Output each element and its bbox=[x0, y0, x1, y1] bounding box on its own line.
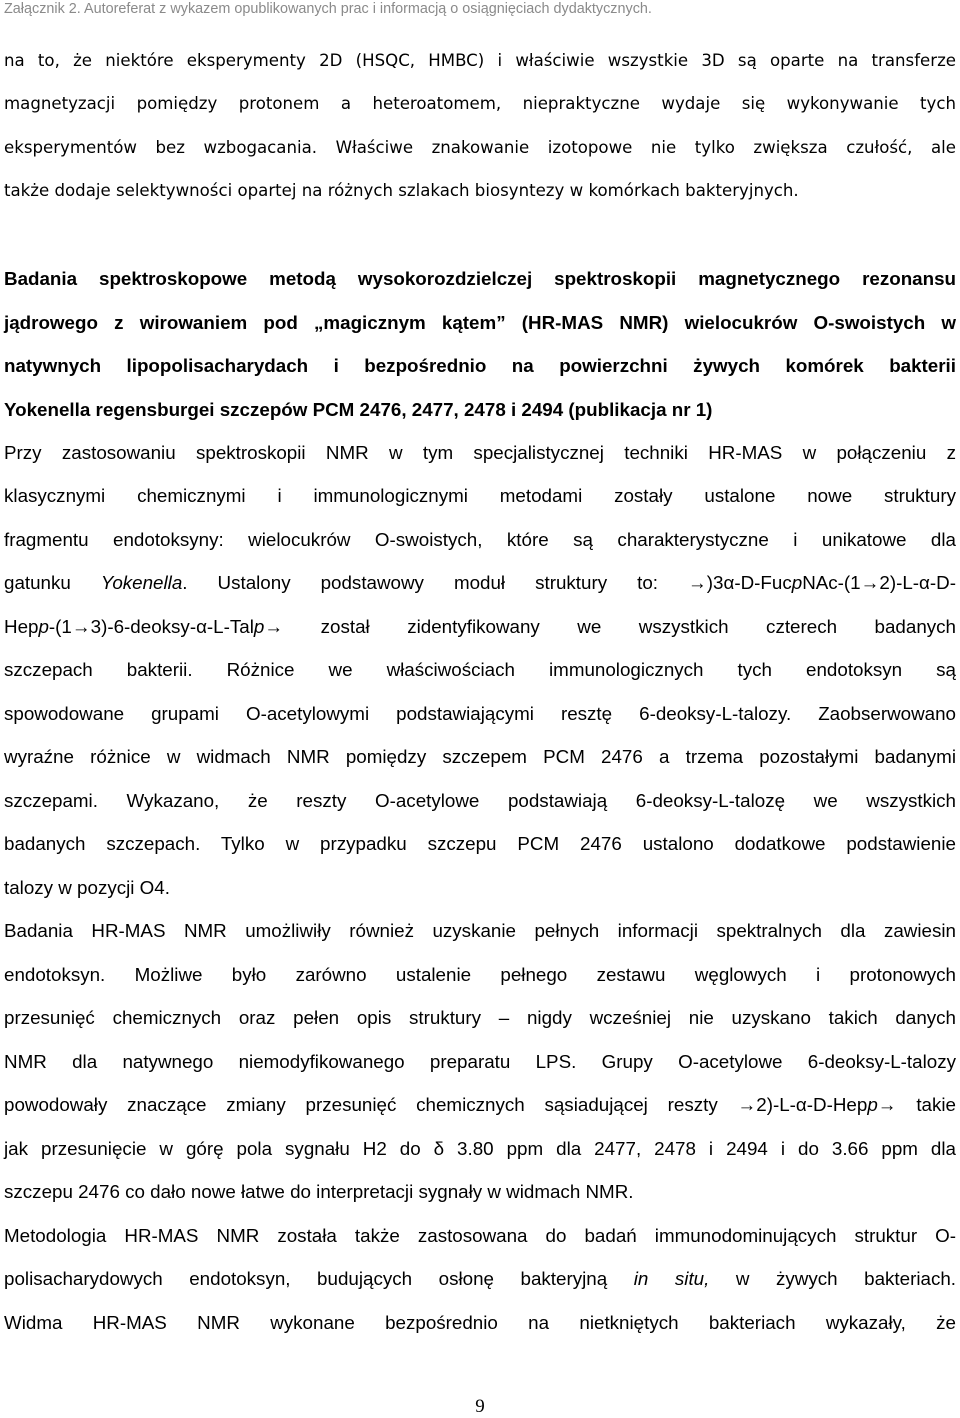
paragraph-line-insitu bbox=[4, 1267, 956, 1291]
paragraph-line: Przy zastosowaniu spektroskopii NMR w tym specjalistycznej techniki HR-MAS w połączeniu z bbox=[4, 442, 956, 463]
page-number: 9 bbox=[475, 1396, 485, 1417]
intro-line: magnetyzacji pomiędzy protonem a heteroatomem, niepraktyczne wydaje się wykonywanie tych bbox=[4, 94, 956, 113]
paragraph-line: talozy w pozycji O4. bbox=[4, 877, 170, 898]
section-heading-line: jądrowego z wirowaniem pod „magicznym kątem” (HR-MAS NMR) wielocukrów O-swoistych w bbox=[4, 312, 956, 333]
paragraph-line: Metodologia HR-MAS NMR została także zastosowana do badań immunodominujących struktur O- bbox=[4, 1225, 956, 1246]
italic-p: p bbox=[791, 572, 803, 593]
text-run: -(1→3)-6-deoksy-α-L-Tal bbox=[48, 616, 254, 637]
intro-line: także dodaje selektywności opartej na różnych szlakach biosyntezy w komórkach bakteryjnych. bbox=[4, 181, 799, 200]
paragraph-line: szczepu 2476 co dało nowe łatwe do interpretacji sygnały w widmach NMR. bbox=[4, 1181, 634, 1202]
italic-p: p bbox=[253, 616, 265, 637]
text-run: powodowały znaczące zmiany przesunięć chemicznych sąsiadującej reszty →2)-L-α-D-Hep bbox=[4, 1094, 868, 1115]
text-run: gatunku bbox=[4, 572, 101, 593]
paragraph-line: klasycznymi chemicznymi i immunologicznymi metodami zostały ustalone nowe struktury bbox=[4, 485, 956, 506]
text-run: → takie bbox=[877, 1094, 956, 1115]
paragraph-line: szczepach bakterii. Różnice we właściwościach immunologicznych tych endotoksyn są bbox=[4, 659, 956, 680]
section-heading-line: natywnych lipopolisacharydach i bezpośrednio na powierzchni żywych komórek bakterii bbox=[4, 355, 956, 376]
paragraph-line: Widma HR-MAS NMR wykonane bezpośrednio na nietkniętych bakteriach wykazały, że bbox=[4, 1312, 956, 1333]
italic-in-situ: in situ, bbox=[633, 1268, 710, 1289]
paragraph-line: szczepami. Wykazano, że reszty O-acetylowe podstawiają 6-deoksy-L-talozę we wszystkich bbox=[4, 790, 956, 811]
paragraph-line: fragmentu endotoksyny: wielocukrów O-swoistych, które są charakterystyczne i unikatowe dla bbox=[4, 529, 956, 550]
paragraph-line: wyraźne różnice w widmach NMR pomiędzy szczepem PCM 2476 a trzema pozostałymi badanymi bbox=[4, 746, 956, 767]
document-header: Załącznik 2. Autoreferat z wykazem opublikowanych prac i informacją o osiągnięciach dydaktycznych. bbox=[4, 1, 652, 17]
paragraph-line: NMR dla natywnego niemodyfikowanego preparatu LPS. Grupy O-acetylowe 6-deoksy-L-talozy bbox=[4, 1051, 956, 1072]
paragraph-line: spowodowane grupami O-acetylowymi podstawiającymi resztę 6-deoksy-L-talozy. Zaobserwowano bbox=[4, 703, 956, 724]
paragraph-line: endotoksyn. Możliwe było zarówno ustalenie pełnego zestawu węglowych i protonowych bbox=[4, 964, 956, 985]
text-run: → został zidentyfikowany we wszystkich czterech badanych bbox=[264, 616, 956, 637]
paragraph-line: przesunięć chemicznych oraz pełen opis struktury – nigdy wcześniej nie uzyskano takich danych bbox=[4, 1007, 956, 1028]
intro-line: eksperymentów bez wzbogacania. Właściwe znakowanie izotopowe nie tylko zwiększa czułość, ale bbox=[4, 138, 956, 157]
text-run: polisacharydowych endotoksyn, budujących osłonę bakteryjną bbox=[4, 1268, 634, 1289]
paragraph-line: jak przesunięcie w górę pola sygnału H2 do δ 3.80 ppm dla 2477, 2478 i 2494 i do 3.66 ppm dla bbox=[4, 1138, 956, 1159]
paragraph-line-structure bbox=[4, 615, 956, 639]
text-run: w żywych bakteriach. bbox=[709, 1268, 956, 1289]
text-run: . Ustalony podstawowy moduł struktury to: →)3α-D-Fuc bbox=[182, 572, 792, 593]
text-run: NAc-(1→2)-L-α-D- bbox=[802, 572, 956, 593]
italic-p: p bbox=[38, 616, 49, 637]
italic-p: p bbox=[867, 1094, 878, 1115]
paragraph-line-structure bbox=[4, 1093, 956, 1117]
italic-genus: Yokenella bbox=[100, 572, 183, 593]
intro-line: na to, że niektóre eksperymenty 2D (HSQC, HMBC) i właściwie wszystkie 3D są oparte na transferze bbox=[4, 51, 956, 70]
paragraph-line-structure bbox=[4, 571, 956, 595]
paragraph-line: Badania HR-MAS NMR umożliwiły również uzyskanie pełnych informacji spektralnych dla zawiesin bbox=[4, 920, 956, 941]
text-run: Hep bbox=[4, 616, 39, 637]
paragraph-line: badanych szczepach. Tylko w przypadku szczepu PCM 2476 ustalono dodatkowe podstawienie bbox=[4, 833, 956, 854]
section-heading-line: Yokenella regensburgei szczepów PCM 2476, 2477, 2478 i 2494 (publikacja nr 1) bbox=[4, 399, 713, 420]
section-heading-line: Badania spektroskopowe metodą wysokorozdzielczej spektroskopii magnetycznego rezonansu bbox=[4, 268, 956, 289]
